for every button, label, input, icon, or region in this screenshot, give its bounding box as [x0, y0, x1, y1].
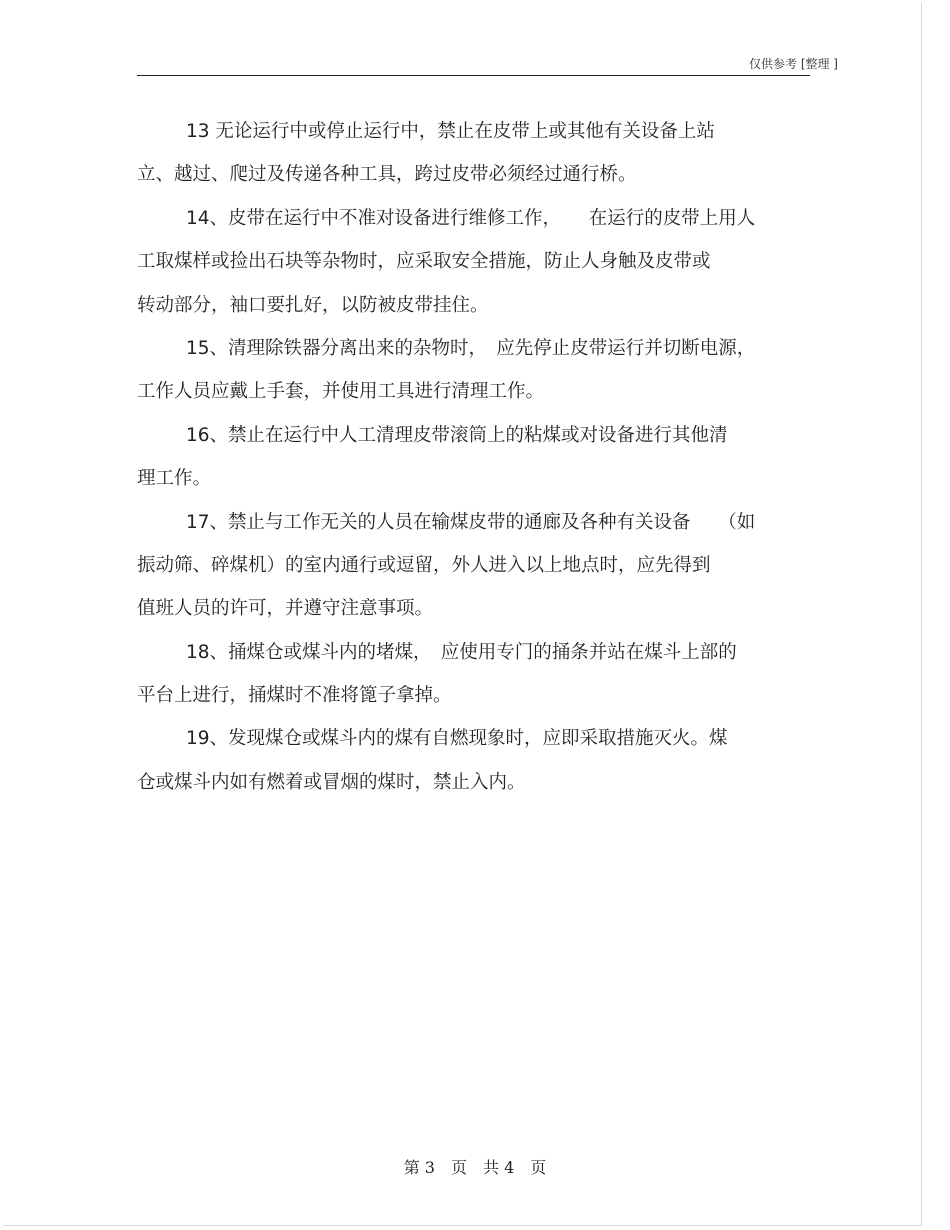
paragraph-line: 16、禁止在运行中人工清理皮带滚筒上的粘煤或对设备进行其他清 [186, 424, 728, 446]
paragraph-line: 立、越过、爬过及传递各种工具，跨过皮带必须经过通行桥。 [137, 164, 637, 186]
paragraph-15 [137, 327, 817, 414]
header-divider [137, 75, 810, 76]
paragraph-line: 19、发现煤仓或煤斗内的煤有自燃现象时，应即采取措施灭火。煤 [186, 728, 728, 750]
paragraph-line: 15、清理除铁器分离出来的杂物时， 应先停止皮带运行并切断电源， [186, 337, 756, 359]
paragraph-line: 13 无论运行中或停止运行中，禁止在皮带上或其他有关设备上站 [186, 121, 715, 142]
paragraph-line: 工取煤样或捡出石块等杂物时，应采取安全措施，防止人身触及皮带或 [137, 251, 711, 273]
paragraph-13 [137, 110, 817, 197]
paragraph-line: 理工作。 [137, 468, 212, 490]
paragraph-line: 转动部分，袖口要扎好，以防被皮带挂住。 [137, 294, 489, 316]
paragraph-18 [137, 631, 817, 718]
paragraph-14 [137, 197, 817, 327]
page-number-footer: 第 3 页 共 4 页 [403, 1158, 547, 1177]
paragraph-line: 工作人员应戴上手套，并使用工具进行清理工作。 [137, 381, 545, 403]
paragraph-line: 14、皮带在运行中不准对设备进行维修工作， 在运行的皮带上用人 [186, 207, 756, 229]
paragraph-line: 值班人员的许可，并遵守注意事项。 [137, 598, 434, 620]
paragraph-line: 平台上进行，捅煤时不准将篦子拿掉。 [137, 685, 452, 707]
paragraph-line: 振动筛、碎煤机）的室内通行或逗留，外人进入以上地点时，应先得到 [137, 554, 711, 576]
paragraph-line: 18、捅煤仓或煤斗内的堵煤， 应使用专门的捅条并站在煤斗上部的 [186, 641, 737, 663]
paragraph-17 [137, 501, 817, 631]
paragraph-19 [137, 717, 817, 804]
paragraph-line: 17、禁止与工作无关的人员在输煤皮带的通廊及各种有关设备 （如 [186, 511, 756, 533]
paragraph-16 [137, 414, 817, 501]
document-body [137, 110, 817, 804]
page-header: 仅供参考 [整理 ] [749, 57, 838, 71]
paragraph-line: 仓或煤斗内如有燃着或冒烟的煤时，禁止入内。 [137, 771, 526, 793]
